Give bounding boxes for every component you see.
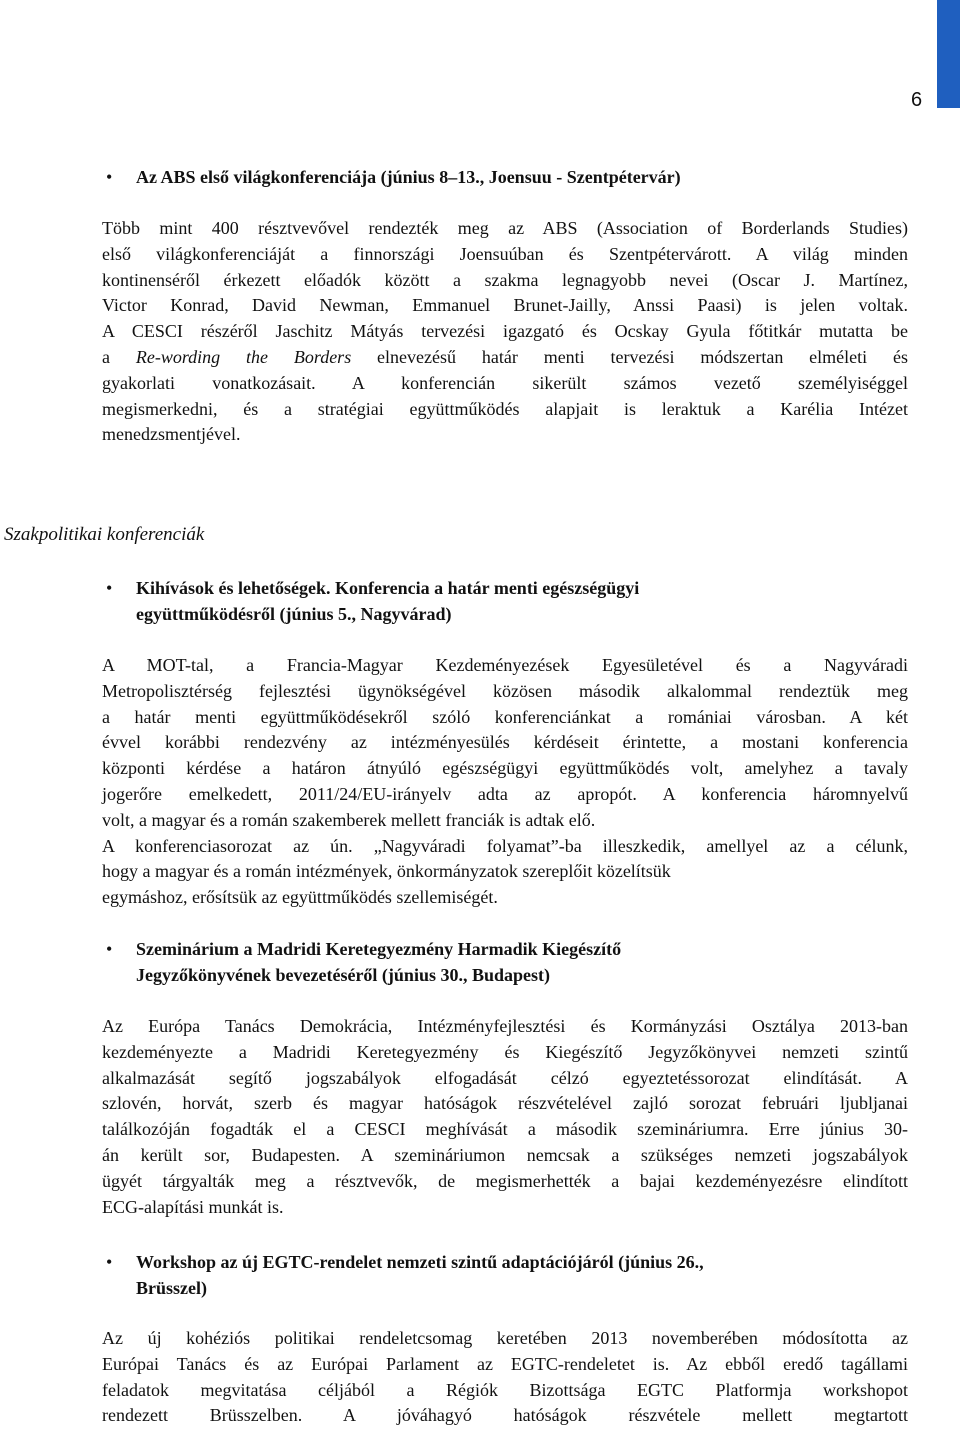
bullet-heading-text [136,937,908,989]
bullet-heading-text: Az ABS első világkonferenciája (június 8–13., Joensuu - Szentpétervár) [136,167,681,187]
bullet-heading-health-conference [102,576,908,628]
paragraph-line: án került sor, Budapesten. A szemináriumon nemcsak a szükséges nemzeti jogszabályok [102,1144,908,1165]
paragraph-line: alkalmazását segítő jogszabályok elfogadását célzó egyeztetéssorozat elindítását. A [102,1067,908,1088]
paragraph-line: kontinenséről érkezett előadók között a szakma legnagyobb nevei (Oscar J. Martínez, [102,269,908,290]
paragraph-line: feladatok megvitatása céljából a Régiók Bizottsága EGTC Platformja workshopot [102,1379,908,1400]
heading-line: Kihívások és lehetőségek. Konferencia a határ menti egészségügyi [136,578,640,598]
page-accent-tab [937,0,960,108]
paragraph-line: Európai Tanács és az Európai Parlament az EGTC-rendeletet is. Az ebből eredő tagállami [102,1353,908,1374]
heading-line: Szeminárium a Madridi Keretegyezmény Harmadik Kiegészítő [136,939,622,959]
bullet-icon: • [106,167,113,187]
paragraph-line [102,345,908,371]
paragraph-line: Victor Konrad, David Newman, Emmanuel Brunet-Jailly, Anssi Paasi) is jelen voltak. [102,295,908,316]
paragraph-line: hogy a magyar és a román intézmények, önkormányzatok szereplőit közelítsük [102,861,671,882]
paragraph-madrid-seminar [102,1014,908,1220]
paragraph-line: gyakorlati vonatkozásait. A konferencián sikerült számos vezető személyiséggel [102,372,908,393]
paragraph-line: rendezett Brüsszelben. A jóváhagyó hatóságok részvétele mellett megtartott [102,1405,908,1426]
paragraph-abs-conference [102,216,908,448]
bullet-icon: • [106,1252,113,1272]
paragraph-line: Több mint 400 résztvevővel rendezték meg az ABS (Association of Borderlands Studies) [102,218,908,238]
paragraph-line: első világkonferenciáját a finnországi Joensuúban és Szentpétervárott. A világ minden [102,243,908,264]
paragraph-line: központi kérdése a határon átnyúló egészségügyi együttműködés volt, amelyhez a tavaly [102,758,908,779]
section-heading: Szakpolitikai konferenciák [4,524,205,545]
bullet-heading-text [136,576,908,628]
paragraph-line: Metropolisztérség fejlesztési ügynökségével közösen második alkalommal rendeztük meg [102,680,908,701]
heading-line: Jegyzőkönyvének bevezetéséről (június 30., Budapest) [136,964,550,985]
paragraph-line: A MOT-tal, a Francia-Magyar Kezdeményezések Egyesületével és a Nagyváradi [102,655,908,675]
paragraph-line: A konferenciasorozat az ún. „Nagyváradi folyamat”-ba illeszkedik, amellyel az a célunk, [102,835,908,856]
paragraph-line: Az Európa Tanács Demokrácia, Intézményfejlesztési és Kormányzási Osztálya 2013-ban [102,1016,908,1036]
heading-line: Workshop az új EGTC-rendelet nemzeti szintű adaptációjáról (június 26., [136,1252,704,1272]
bullet-heading-egtc-workshop [102,1250,908,1302]
page-number: 6 [911,89,923,111]
paragraph-line: menedzsmentjével. [102,424,241,445]
paragraph-line: ECG-alapítási munkát is. [102,1196,284,1217]
text-run: elnevezésű határ menti tervezési módszertan elméleti és [351,346,908,367]
paragraph-line: ügyét tárgyalták meg a résztvevők, de megismerhették a bajai kezdeményezésre elindított [102,1170,908,1191]
paragraph-health-conference [102,653,908,911]
paragraph-line: Az új kohéziós politikai rendeletcsomag keretében 2013 novemberében módosította az [102,1328,908,1348]
paragraph-line: egymáshoz, erősítsük az együttműködés szellemiségét. [102,887,498,908]
paragraph-line: szlovén, horvát, szerb és magyar hatóságok részvételével zajló sorozat februári ljubljanai [102,1093,908,1114]
paragraph-egtc-workshop [102,1326,908,1429]
paragraph-line: évvel korábbi rendezvény az intézményesülés kérdéseit érintette, a mostani konferencia [102,732,908,753]
paragraph-line: A CESCI részéről Jaschitz Mátyás tervezési igazgató és Ocskay Gyula főtitkár mutatta be [102,321,908,342]
bullet-icon: • [106,939,113,959]
paragraph-line: megismerkedni, és a stratégiai együttműködés alapjait is leraktuk a Karélia Intézet [102,398,908,419]
text-run: a [102,346,136,367]
bullet-heading-madrid-seminar [102,937,908,989]
bullet-heading-text [136,1250,908,1302]
paragraph-line: a határ menti együttműködésekről szóló konferenciánkat a romániai városban. A két [102,706,908,727]
paragraph-line: kezdeményezte a Madridi Keretegyezmény és Kiegészítő Jegyzőkönyvei nemzeti szintű [102,1041,908,1062]
italic-title: Re-wording the Borders [135,346,352,367]
heading-line: Brüsszel) [136,1277,207,1298]
paragraph-line: volt, a magyar és a román szakemberek mellett franciák is adtak elő. [102,809,596,830]
paragraph-line: jogerőre emelkedett, 2011/24/EU-irányelv adta az apropót. A konferencia háromnyelvű [102,783,908,804]
heading-line: együttműködésről (június 5., Nagyvárad) [136,603,452,624]
paragraph-line: találkozóján fogadták el a CESCI meghívását a második szemináriumra. Erre június 30- [102,1119,908,1140]
bullet-icon: • [106,578,113,598]
bullet-heading-abs-conference [102,165,908,191]
